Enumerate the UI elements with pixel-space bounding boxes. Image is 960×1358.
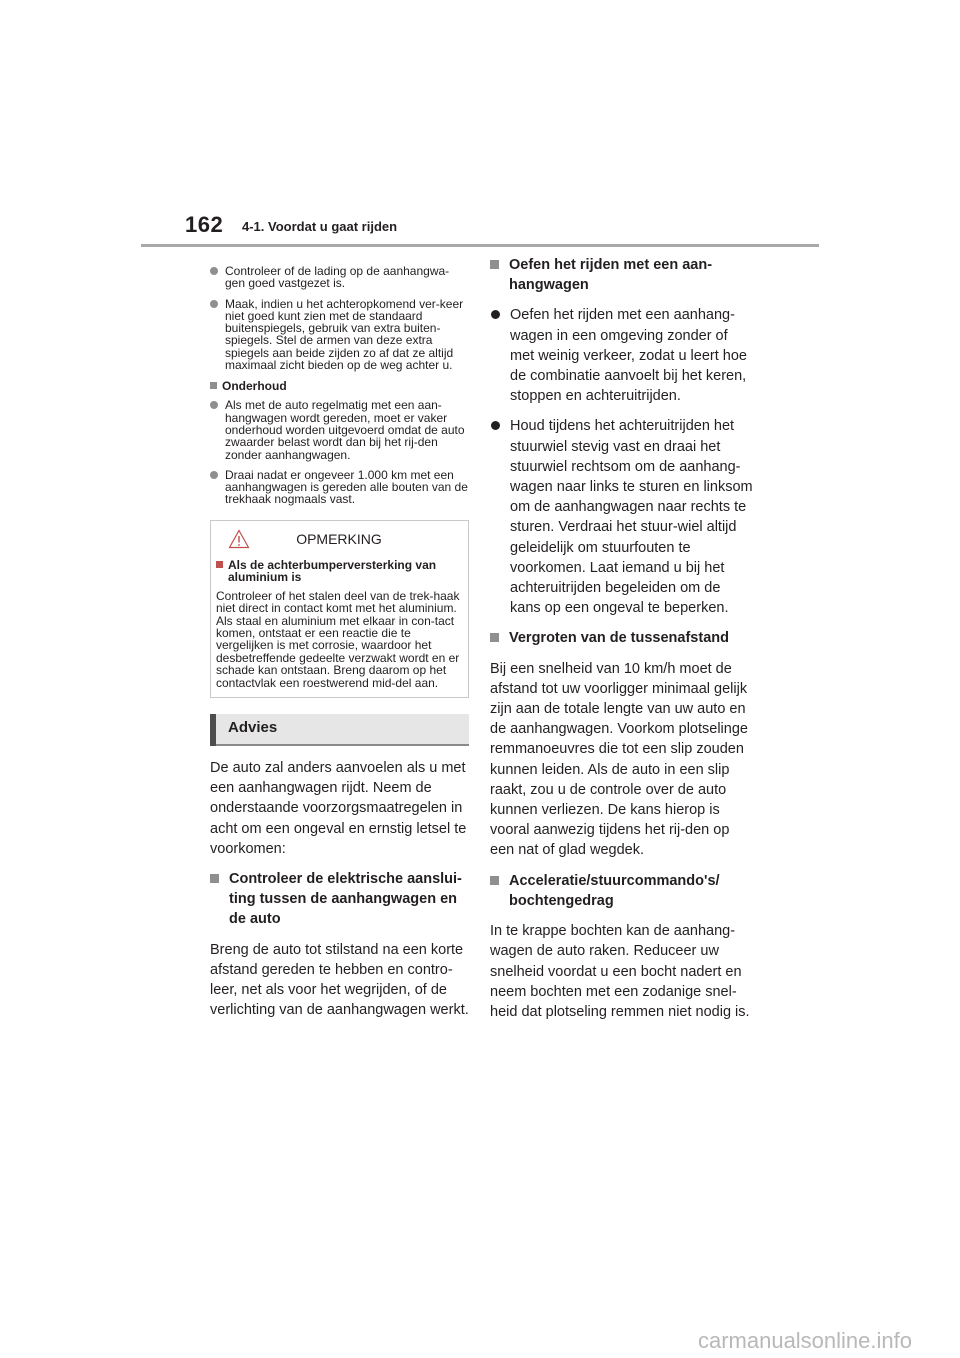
distance-paragraph: Bij een snelheid van 10 km/h moet de afstand tot uw voorligger minimaal gelijk zijn aan de totale lengte van uw auto en de aanhangwagen. Voorkom plotselinge remmanoeuvres die tot een slip zouden kunnen leiden. Als de auto in een slip raakt, zou u de controle over de auto kunnen verliezen. De kans hierop is vooral aanwezig tijdens het rij-den op een nat of glad wegdek. — [490, 660, 748, 859]
square-bullet-icon — [490, 633, 499, 642]
notice-heading — [216, 559, 462, 584]
heading-text: Onderhoud — [222, 379, 287, 394]
notice-paragraph: Als staal en aluminium met elkaar in con-tact komen, ontstaat er een reactie die te vergelijken is met corrosie, waardoor het desbetreffende gedeelte verzwakt wordt en er schade kan ontstaan. Breng daarom op het contactvlak een roestwerend mid-del aan. — [216, 613, 460, 690]
list-item — [210, 265, 469, 290]
distance-heading — [490, 628, 755, 648]
list-item — [490, 416, 755, 618]
square-bullet-icon — [490, 260, 499, 269]
notice-paragraph: Controleer of het stalen deel van de trek-haak niet direct in contact komt met het aluminium. — [216, 588, 460, 616]
list-item — [210, 399, 469, 460]
advies-label: Advies — [228, 719, 278, 736]
practice-heading — [490, 255, 755, 295]
section-title: 4-1. Voordat u gaat rijden — [242, 219, 398, 234]
square-bullet-icon — [210, 874, 219, 883]
bullet-icon — [210, 471, 218, 479]
notice-box — [210, 520, 469, 698]
right-column — [490, 255, 755, 1032]
heading-text: Controleer de elektrische aanslui-ting tussen de aanhangwagen en de auto — [229, 871, 462, 928]
header-rule — [141, 244, 819, 247]
maintenance-heading — [210, 379, 469, 393]
heading-text: Vergroten van de tussenafstand — [509, 630, 729, 647]
advies-accent-bar — [210, 714, 216, 746]
square-bullet-icon — [490, 876, 499, 885]
list-item — [210, 469, 469, 506]
list-item-text: Draai nadat er ongeveer 1.000 km met een aanhangwagen is gereden alle bouten van de trekhaak nogmaals vast. — [225, 467, 468, 507]
notice-text — [216, 590, 462, 689]
notice-header — [216, 531, 462, 547]
electrical-paragraph: Breng de auto tot stilstand na een korte afstand gereden te hebben en contro-leer, net als voor het wegrijden, of de verlichting van de aanhangwagen werkt. — [210, 941, 469, 1019]
watermark: carmanualsonline.info — [697, 1328, 912, 1353]
warning-triangle-icon — [228, 529, 250, 549]
electrical-heading — [210, 869, 469, 930]
heading-text: Oefen het rijden met een aan-hangwagen — [509, 257, 713, 294]
list-item-text: Oefen het rijden met een aanhang-wagen in een omgeving zonder of met weinig verkeer, zodat u leert hoe de combinatie aanvoelt bij het keren, stoppen en achteruitrijden. — [510, 307, 747, 405]
acceleration-heading — [490, 871, 755, 911]
list-item-text: Controleer of de lading op de aanhangwa-gen goed vastgezet is. — [225, 264, 450, 291]
square-bullet-icon — [210, 382, 217, 389]
left-column — [210, 265, 469, 1030]
bullet-icon — [210, 267, 218, 275]
advies-banner — [210, 714, 469, 746]
heading-text: Acceleratie/stuurcommando's/ bochtengedrag — [509, 872, 720, 909]
bullet-icon — [210, 300, 218, 308]
bullet-icon — [491, 310, 500, 319]
list-item — [490, 305, 755, 406]
list-item — [210, 298, 469, 372]
list-item-text: Als met de auto regelmatig met een aan-hangwagen wordt gereden, moet er vaker onderhoud worden uitgevoerd omdat de auto zwaarder belast wordt dan bij het rij-den zonder aanhangwagen. — [225, 398, 465, 462]
acceleration-paragraph: In te krappe bochten kan de aanhang-wagen de auto raken. Reduceer uw snelheid voordat u een bocht nadert en neem bochten met een zodanige snel-heid dat plotseling remmen niet nodig is. — [490, 923, 750, 1020]
intro-paragraph: De auto zal anders aanvoelen als u met een aanhangwagen rijdt. Neem de onderstaande voorzorgsmaatregelen in acht om een ongeval en ernstig letsel te voorkomen: — [210, 760, 467, 857]
bullet-icon — [210, 401, 218, 409]
list-item-text: Maak, indien u het achteropkomend ver-keer niet goed kunt zien met de standaard buitenspiegels, gebruik van extra buiten-spiegels. Stel de armen van deze extra spiegels aan beide zijden zo af dat ze altijd maximaal zicht bieden op de weg achter u. — [225, 296, 464, 373]
square-bullet-icon — [216, 561, 223, 568]
heading-text: Als de achterbumperversterking van aluminium is — [228, 557, 437, 585]
bullet-icon — [491, 421, 500, 430]
page-number: 162 — [185, 212, 224, 237]
list-item-text: Houd tijdens het achteruitrijden het stuurwiel stevig vast en draai het stuurwiel rechtsom om de aanhang-wagen naar links te sturen en linksom om de aanhangwagen naar rechts te sturen. Verdraai het stuur-wiel altijd geleidelijk om stuurfouten te voorkomen. Laat iemand u bij het achteruitrijden begeleiden om de kans op een ongeval te beperken. — [510, 418, 753, 617]
notice-title: OPMERKING — [296, 530, 382, 547]
